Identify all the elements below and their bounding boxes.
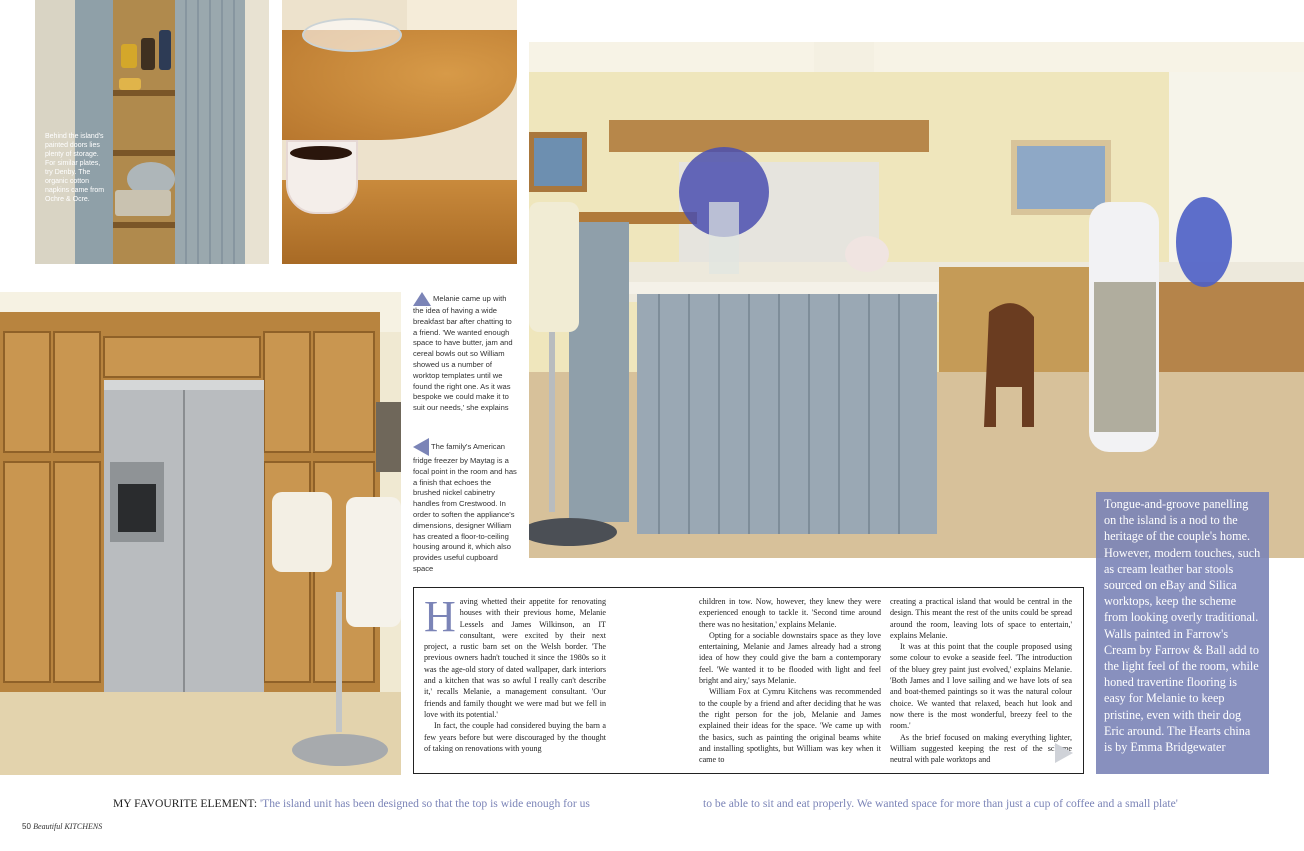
page-folio: [22, 822, 102, 831]
article-paragraph: In fact, the couple had considered buying the barn a few years before but were discouraged by the thought of taking on renovations with young: [424, 721, 606, 753]
article-paragraph: children in tow. Now, however, they knew they were experienced enough to tackle it. 'Second time around there was no hesitation,' explains Melanie.: [699, 597, 881, 629]
article-body: [413, 587, 1084, 774]
article-paragraph: creating a practical island that would be central in the design. This meant the rest of the units could be spread around the room, leaving lots of space to entertain,' explains Melanie.: [890, 597, 1072, 640]
photo-main-kitchen: [529, 42, 1304, 558]
breakfast-bar-caption: [413, 292, 517, 414]
jar: [121, 44, 137, 68]
article-column-1: [424, 592, 606, 754]
article-paragraph: As the brief focused on making everything lighter, William suggested keeping the rest of the scheme neutral with pale worktops and: [890, 732, 1072, 765]
drop-cap: H: [424, 592, 456, 641]
wall: [407, 0, 517, 30]
island-caption: Tongue-and-groove panelling on the island is a nod to the heritage of the couple's home. However, modern touches, such as cream leather bar stools sourced on eBay and Silica worktops, keep the scheme from looking overly traditional. Walls painted in Farrow's Cream by Farrow & Ball add to the light feel of the room, while honed travertine flooring is easy for Melanie to keep pristine, even with their dog Eric around. The Hearts china is by Emma Bridgewater: [1096, 492, 1269, 774]
shelf: [113, 222, 175, 228]
cupboard-caption: Behind the island's painted doors lies plenty of storage. For similar plates, try Denby. The organic cotton napkins came from Ochre & Ocre.: [45, 133, 105, 203]
cupboard-door: [175, 0, 245, 264]
shelf: [113, 150, 175, 156]
page-number: 50: [22, 822, 31, 831]
napkins: [115, 190, 171, 216]
article-paragraph: aving whetted their appetite for renovating houses with their previous home, Melanie Lessels and James Wilkinson, an IT consultant, were excited by their next project, a rustic barn set on the Welsh border. 'The previous owners hadn't touched it since the 1980s so it was the age-old story of dated wallpaper, dark interiors and a kitchen that was so awful I really can't describe it,' recalls Melanie, a management consultant. 'Our friends and family thought we were mad but we fell in love with its potential.': [424, 597, 606, 719]
article-column-2: [699, 596, 881, 765]
article-paragraph: It was at this point that the couple proposed using some colour to evoke a seaside feel. 'The introduction of the bluey grey paint just evolved,' explains Melanie. 'Both James and I love sailing and we have lots of sea and boat-themed paintings so it was the natural colour choice. We wanted that relaxed, beach hut look and now there is the most wonderful, breezy feel to the room.': [890, 642, 1072, 731]
favourite-quote-part-2: to be able to sit and eat properly. We wanted space for more than just a cup of coffee and a small plate': [703, 797, 1178, 810]
bottle: [159, 30, 171, 70]
article-paragraph: Opting for a sociable downstairs space as they love entertaining, Melanie and James already had a strong idea of how they could give the barn a contemporary feel. 'We wanted it to be flooded with light and feel bright and airy,' says Melanie.: [699, 630, 881, 686]
caption-pointer-up-icon: [413, 292, 431, 306]
magazine-name: Beautiful KITCHENS: [33, 822, 103, 831]
kitchen-illustration: [529, 42, 1304, 558]
cake-stand: [302, 18, 402, 52]
jar: [141, 38, 155, 70]
favourite-element-label: MY FAVOURITE ELEMENT:: [113, 797, 258, 810]
breakfast-bar-caption-text: Melanie came up with the idea of having a wide breakfast bar after chatting to a friend. 'We wanted enough space to have butter, jam and cereal bowls out so William showed us a number of worktop templates until we found the right one. As it was bespoke we could make it to suit our needs,' she explains: [413, 294, 513, 413]
shelf: [113, 90, 175, 96]
favourite-element-quote: [113, 797, 590, 810]
article-column-3: [890, 596, 1072, 765]
photo-fridge-freezer: [0, 292, 401, 775]
favourite-quote-part-1: 'The island unit has been designed so that the top is wide enough for us: [260, 797, 590, 810]
fridge-illustration: [0, 292, 401, 775]
coffee: [290, 146, 352, 160]
article-paragraph: William Fox at Cymru Kitchens was recommended to the couple by a friend and after deciding that he was the right person for the job, Melanie and James explained their ideas for the space. 'We came up with the basics, such as painting the original beams white and installing spotlights, but William was key when it came to: [699, 687, 881, 765]
caption-pointer-left-icon: [413, 438, 429, 456]
photo-cupboard-storage: [35, 0, 269, 264]
fridge-caption-text: The family's American fridge freezer by Maytag is a focal point in the room and has a finish that echoes the brushed nickel cabinetry handles from Crestwood. In order to soften the appliance's dimensions, designer William has created a floor-to-ceiling housing around it, which also provides useful cupboard space: [413, 442, 517, 573]
jar: [119, 78, 141, 90]
continue-arrow-icon: [1055, 743, 1073, 763]
fridge-caption: [413, 438, 517, 575]
photo-breakfast-bar-teacup: [282, 0, 517, 264]
